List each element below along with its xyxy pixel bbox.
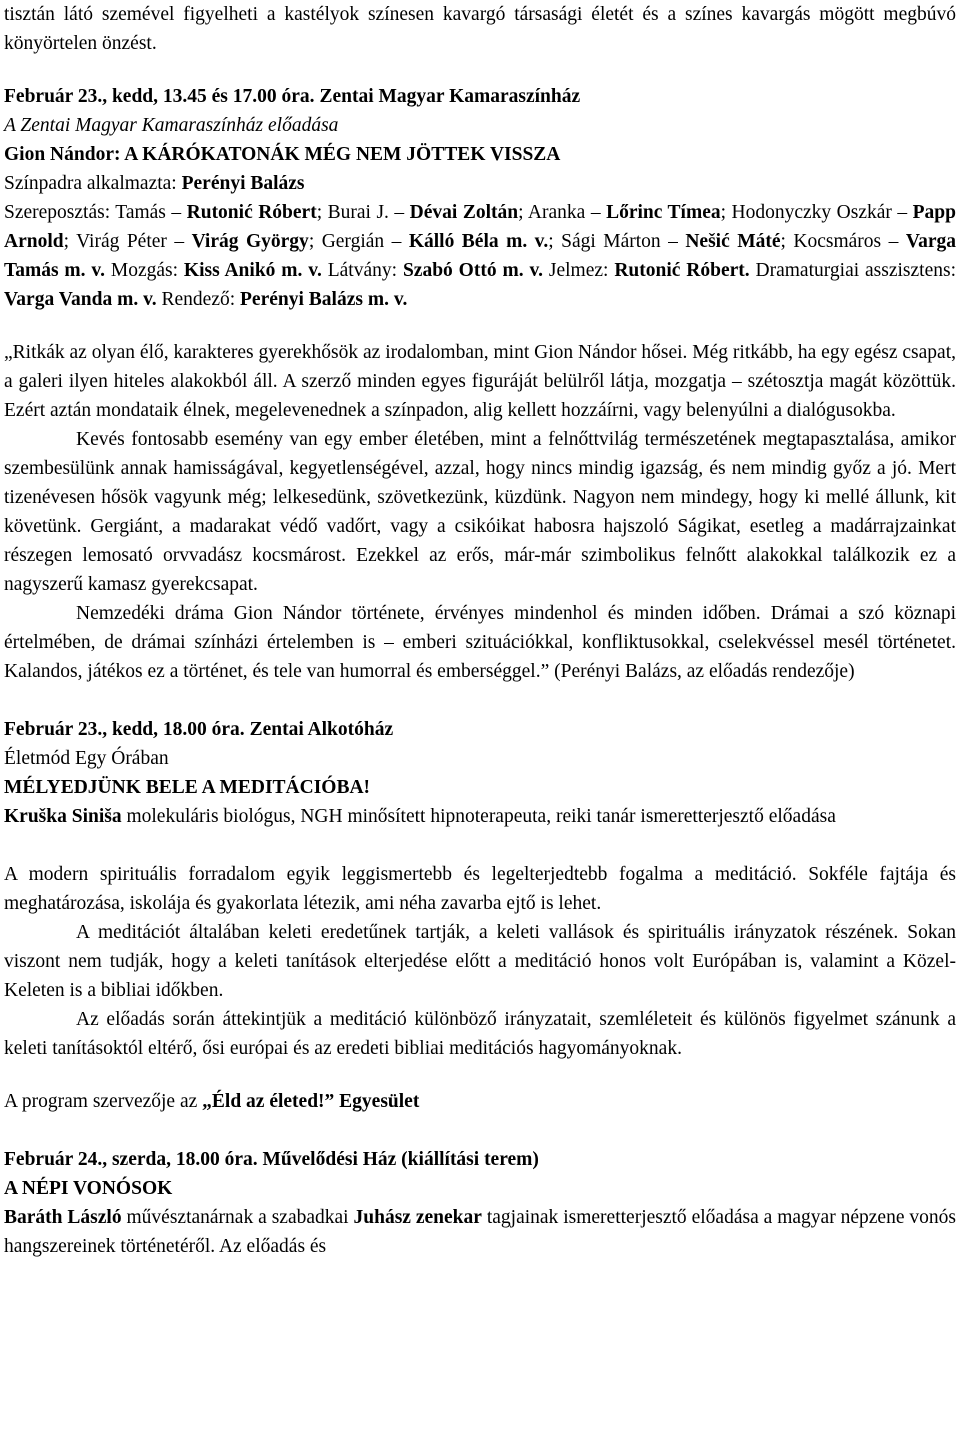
quote-paragraph-1: „Ritkák az olyan élő, karakteres gyerekhősök az irodalomban, mint Gion Nándor hősei. Még ritkább, ha egy egész csapat, a galeri ilyen hiteles alakokból áll. A szerző minden egyes figuráját belülről látja, mozgatja – szétosztja magát közöttük. Ezért aztán mondataik élnek, megelevenednek a színpadon, alig kellett hozzáírni, vagy belenyúlni a dialógusokba. (4, 342, 956, 421)
event-nepi-vonosok (4, 1145, 956, 1261)
organizer-name: „Éld az életed!” Egyesület (202, 1091, 420, 1112)
cast-role: Szereposztás: Tamás – (4, 202, 187, 223)
cast-name: Rutonić Róbert (186, 202, 317, 223)
speaker-paragraph: Baráth László művésztanárnak a szabadkai Juhász zenekar tagjainak ismeretterjesztő előadása a magyar népzene vonós hangszereinek történetéről. Az előadás és (4, 1207, 956, 1257)
cast-name: Lőrinc Tímea (606, 202, 721, 223)
spacer (4, 831, 956, 860)
event-venue: Zentai Alkotóház (249, 719, 394, 740)
event-title: Gion Nándor: A KÁRÓKATONÁK MÉG NEM JÖTTEK VISSZA (4, 144, 561, 165)
event-date-line (4, 82, 956, 111)
cast-name: Rutonić Róbert. (614, 260, 750, 281)
event-adaptation: Színpadra alkalmazta: Perényi Balázs (4, 173, 305, 194)
body-paragraph-2: A meditációt általában keleti eredetűnek tartják, a keleti vallások és spirituális irányzatok részének. Sokan viszont nem tudják, hogy a keleti tanítások elterjedése előtt a meditáció honos volt Európában is, valamint a Közel-Keleten is a bibliai időkben. (4, 922, 956, 1001)
cast-role: ; Hodonyczky Oszkár – (720, 202, 913, 223)
cast-role: Rendező: (156, 289, 241, 310)
spacer (4, 314, 956, 338)
event-title: A NÉPI VONÓSOK (4, 1178, 173, 1199)
cast-role: ; Gergián – (308, 231, 409, 252)
intro-paragraph: tisztán látó szemével figyelheti a kastélyok színesen kavargó társasági életét és a színes kavargás mögött megbúvó könyörtelen önzést. (4, 4, 956, 54)
cast-name: Perényi Balázs m. v. (240, 289, 408, 310)
event-date: Február 24., szerda, 18.00 óra. (4, 1149, 258, 1170)
body-paragraph-3: Az előadás során áttekintjük a meditáció különböző irányzatait, szemléleteit és különös figyelmet szánunk a keleti tanításoktól eltérő, ősi európai és az eredeti bibliai meditációs hagyományoknak. (4, 1009, 956, 1059)
cast-role: ; Kocsmáros – (780, 231, 906, 252)
event-karokatonak (4, 82, 956, 686)
event-date-line (4, 1145, 956, 1174)
cast-role: ; Aranka – (518, 202, 607, 223)
event-date: Február 23., kedd, 18.00 óra. (4, 719, 245, 740)
spacer (4, 686, 956, 715)
event-meditacio (4, 715, 956, 1116)
cast-paragraph (4, 198, 956, 314)
cast-role: Látvány: (321, 260, 403, 281)
cast-name: Kiss Anikó m. v. (183, 260, 322, 281)
spacer (4, 1063, 956, 1087)
cast-name: Nešić Máté (685, 231, 781, 252)
cast-role: Dramaturgiai asszisztens: (749, 260, 957, 281)
event-title: MÉLYEDJÜNK BELE A MEDITÁCIÓBA! (4, 777, 371, 798)
cast-role: ; Virág Péter – (63, 231, 192, 252)
cast-role: Jelmez: (543, 260, 615, 281)
organizer-line: A program szervezője az „Éld az életed!” Egyesület (4, 1091, 420, 1112)
cast-role: Mozgás: (104, 260, 184, 281)
speaker-paragraph (4, 802, 956, 831)
cast-name: Varga Vanda m. v. (4, 289, 157, 310)
spacer (4, 58, 956, 82)
speaker-description: molekuláris biológus, NGH minősített hipnoterapeuta, reiki tanár ismeretterjesztő előadása (121, 806, 836, 827)
event-date-line (4, 715, 956, 744)
event-date: Február 23., kedd, 13.45 és 17.00 óra. (4, 86, 315, 107)
spacer (4, 1116, 956, 1145)
cast-name: Papp Arnold (4, 202, 956, 252)
ensemble-name: Juhász zenekar (353, 1207, 482, 1228)
body-paragraph-1: A modern spirituális forradalom egyik leggismertebb és legelterjedtebb fogalma a meditáció. Sokféle fajtája és meghatározása, iskolája és gyakorlata létezik, ami néha zavarba ejtő is lehet. (4, 864, 956, 914)
event-presenter: A Zentai Magyar Kamaraszínház előadása (4, 115, 339, 136)
cast-name: Dévai Zoltán (409, 202, 519, 223)
cast-role: ; Burai J. – (316, 202, 410, 223)
speaker-name: Baráth László (4, 1207, 122, 1228)
quote-paragraph-3: Nemzedéki dráma Gion Nándor története, érvényes mindenhol és minden időben. Drámai a szó köznapi értelmében, de drámai színházi értelemben is – emberi szituációkkal, konfliktusokkal, cselekvéssel mesél történetet. Kalandos, játékos ez a történet, és tele van humorral és emberséggel.” (Perényi Balázs, az előadás rendezője) (4, 603, 956, 682)
speaker-name: Kruška Siniša (4, 806, 122, 827)
cast-name: Varga Tamás m. v. (4, 231, 957, 281)
event-venue: Zentai Magyar Kamaraszínház (319, 86, 581, 107)
cast-name: Virág György (191, 231, 309, 252)
cast-name: Szabó Ottó m. v. (402, 260, 543, 281)
cast-name: Kálló Béla m. v. (408, 231, 549, 252)
event-series: Életmód Egy Órában (4, 748, 169, 769)
event-venue: Művelődési Ház (kiállítási terem) (262, 1149, 539, 1170)
cast-role: ; Sági Márton – (548, 231, 686, 252)
quote-paragraph-2: Kevés fontosabb esemény van egy ember életében, mint a felnőttvilág természetének megtapasztalása, amikor szembesülünk annak hamisságával, kegyetlenségével, azzal, hogy nincs mindig igazság, és nem mindig győz a jó. Mert tizenévesen hősök vagyunk még; lelkesedünk, szövetkezünk, küzdünk. Nagyon nem mindegy, hogy ki mellé állunk, kit követünk. Gergiánt, a madarakat védő vadőrt, vagy a csikóikat habosra hajszoló Ságikat, esetleg a madárrajzainkat részegen lemosató orvvadász kocsmárost. Ezekkel az erős, már-már szimbolikus felnőtt alakokkal találkozik ez a nagyszerű kamasz gyerekcsapat. (4, 429, 956, 595)
